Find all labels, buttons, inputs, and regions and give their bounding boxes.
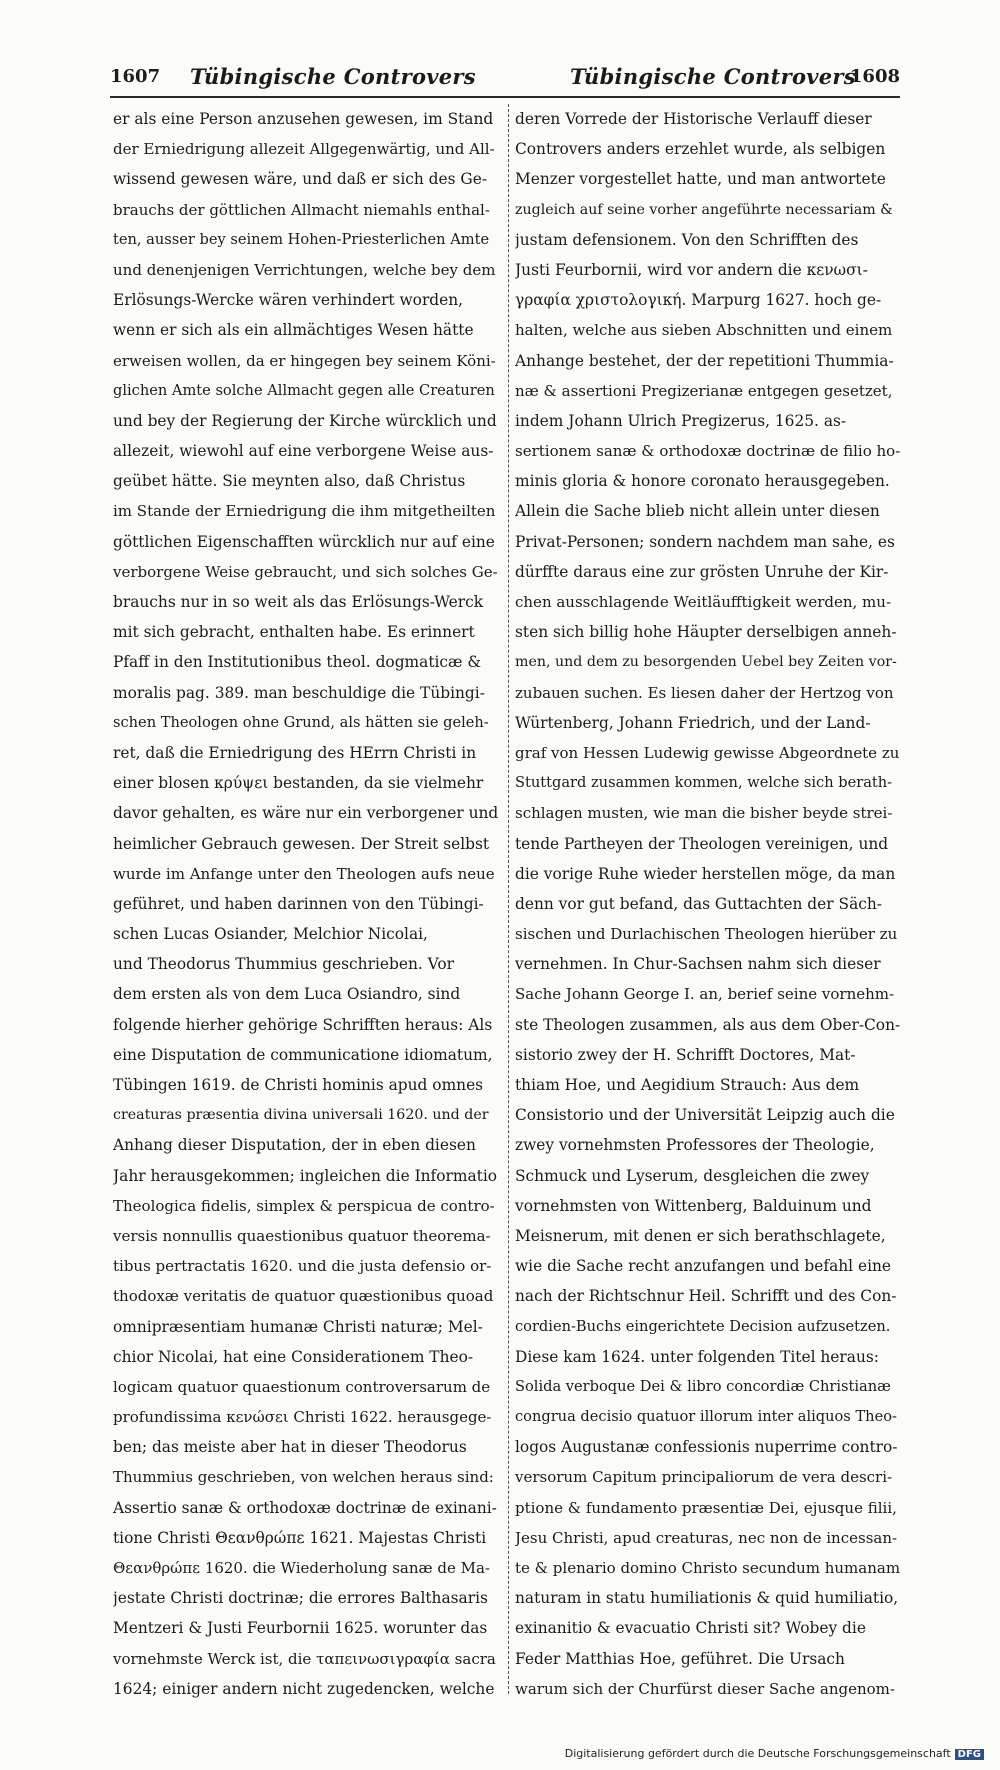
- text-line: einer blosen κρύψει bestanden, da sie vielmehr: [113, 774, 484, 793]
- text-line: der Erniedrigung allezeit Allgegenwärtig, und All-: [113, 140, 495, 159]
- text-line: die vorige Ruhe wieder herstellen möge, da man: [515, 864, 896, 883]
- text-line: profundissima κενώσει Christi 1622. herausgege-: [113, 1408, 492, 1427]
- text-line: 1624; einiger andern nicht zugedencken, welche: [113, 1679, 495, 1698]
- text-line: eine Disputation de communicatione idiomatum,: [113, 1045, 493, 1064]
- text-line: Schmuck und Lyserum, desgleichen die zwey: [515, 1166, 870, 1185]
- page-number-left: 1607: [110, 66, 161, 87]
- text-line: dem ersten als von dem Luca Osiandro, sind: [113, 985, 461, 1004]
- text-line: sistorio zwey der H. Schrifft Doctores, Mat-: [515, 1045, 856, 1064]
- text-line: Theologica fidelis, simplex & perspicua de contro-: [113, 1196, 495, 1215]
- text-line: göttlichen Eigenschafften würcklich nur auf eine: [113, 532, 495, 551]
- text-line: und denenjenigen Verrichtungen, welche bey dem: [113, 260, 496, 279]
- right-column: [515, 104, 900, 1704]
- text-line: te & plenario domino Christo secundum humanam: [515, 1559, 900, 1577]
- text-line: moralis pag. 389. man beschuldige die Tübingi-: [113, 683, 485, 702]
- text-line: næ & assertioni Pregizerianæ entgegen gesetzet,: [515, 381, 893, 400]
- text-line: ben; das meiste aber hat in dieser Theodorus: [113, 1438, 467, 1457]
- text-line: Allein die Sache blieb nicht allein unter diesen: [515, 502, 880, 521]
- text-line: congrua decisio quatuor illorum inter aliquos Theo-: [515, 1408, 897, 1426]
- footer-text: Digitalisierung gefördert durch die Deutsche Forschungsgemeinschaft: [564, 1747, 951, 1760]
- text-line: schlagen musten, wie man die bisher beyde strei-: [515, 804, 893, 823]
- page-header: [110, 60, 900, 94]
- text-line: Anhange bestehet, der der repetitioni Thummia-: [515, 351, 894, 370]
- text-line: nach der Richtschnur Heil. Schrifft und des Con-: [515, 1287, 897, 1306]
- running-title-right: Tübingische Controvers: [570, 64, 856, 89]
- text-line: mit sich gebracht, enthalten habe. Es erinnert: [113, 623, 475, 642]
- text-line: naturam in statu humiliationis & quid humiliatio,: [515, 1589, 899, 1608]
- text-line: omnipræsentiam humanæ Christi naturæ; Mel-: [113, 1317, 483, 1336]
- text-line: justam defensionem. Von den Schrifften des: [515, 230, 859, 249]
- text-line: schen Theologen ohne Grund, als hätten sie geleh-: [113, 713, 489, 731]
- text-line: glichen Amte solche Allmacht gegen alle Creaturen: [113, 381, 495, 399]
- text-line: geübet hätte. Sie meynten also, daß Christus: [113, 472, 466, 491]
- text-line: logos Augustanæ confessionis nuperrime contro-: [515, 1438, 898, 1457]
- text-line: zwey vornehmsten Professores der Theologie,: [515, 1136, 875, 1155]
- text-line: Diese kam 1624. unter folgenden Titel heraus:: [515, 1347, 879, 1366]
- text-line: erweisen wollen, da er hingegen bey seinem Köni-: [113, 351, 496, 370]
- text-line: verborgene Weise gebraucht, und sich solches Ge-: [113, 562, 498, 581]
- text-line: Assertio sanæ & orthodoxæ doctrinæ de exinani-: [113, 1498, 497, 1517]
- text-line: graf von Hessen Ludewig gewisse Abgeordnete zu: [515, 743, 900, 762]
- text-line: und bey der Regierung der Kirche würcklich und: [113, 411, 497, 430]
- text-line: Mentzeri & Justi Feurbornii 1625. worunter das: [113, 1619, 488, 1638]
- text-line: Menzer vorgestellet hatte, und man antwortete: [515, 170, 886, 189]
- text-line: dürffte daraus eine zur grösten Unruhe der Kir-: [515, 562, 889, 581]
- digitization-footer: [565, 1747, 984, 1760]
- text-line: γραφία χριστολογική. Marpurg 1627. hoch ge-: [515, 291, 882, 310]
- text-line: er als eine Person anzusehen gewesen, im Stand: [113, 110, 494, 128]
- text-line: Jahr herausgekommen; ingleichen die Informatio: [113, 1166, 498, 1185]
- text-line: versis nonnullis quaestionibus quatuor theorema-: [113, 1226, 491, 1245]
- text-line: Consistorio und der Universität Leipzig auch die: [515, 1106, 895, 1125]
- text-line: brauchs der göttlichen Allmacht niemahls enthal-: [113, 200, 490, 219]
- left-column: [113, 104, 498, 1704]
- text-line: Stuttgard zusammen kommen, welche sich berath-: [515, 774, 893, 792]
- text-line: Pfaff in den Institutionibus theol. dogmaticæ &: [113, 653, 482, 672]
- text-line: logicam quatuor quaestionum controversarum de: [113, 1377, 491, 1396]
- text-line: ten, ausser bey seinem Hohen-Priesterlichen Amte: [113, 230, 490, 248]
- text-line: sertionem sanæ & orthodoxæ doctrinæ de filio ho-: [515, 442, 900, 461]
- header-rule: [110, 96, 900, 98]
- text-line: tibus pertractatis 1620. und die justa defensio or-: [113, 1257, 492, 1276]
- text-line: Erlösungs-Wercke wären verhindert worden,: [113, 291, 464, 310]
- text-line: Thummius geschrieben, von welchen heraus sind:: [113, 1468, 494, 1487]
- dfg-logo: DFG: [955, 1749, 984, 1760]
- text-line: deren Vorrede der Historische Verlauff dieser: [515, 110, 872, 128]
- text-line: ptione & fundamento præsentiæ Dei, ejusque filii,: [515, 1498, 897, 1517]
- text-line: chior Nicolai, hat eine Considerationem Theo-: [113, 1347, 474, 1366]
- text-line: vornehmste Werck ist, die ταπεινωσιγραφία sacra: [113, 1649, 496, 1668]
- text-line: wurde im Anfange unter den Theologen aufs neue: [113, 864, 495, 883]
- text-line: chen ausschlagende Weitläufftigkeit werden, mu-: [515, 593, 892, 611]
- text-line: Sache Johann George I. an, berief seine vornehm-: [515, 985, 895, 1004]
- running-title-left: Tübingische Controvers: [190, 64, 476, 89]
- text-line: Justi Feurbornii, wird vor andern die κενωσι-: [515, 260, 868, 279]
- page-number-right: 1608: [849, 66, 900, 87]
- text-line: versorum Capitum principaliorum de vera descri-: [515, 1468, 893, 1487]
- text-line: halten, welche aus sieben Abschnitten und einem: [515, 321, 893, 340]
- text-line: allezeit, wiewohl auf eine verborgene Weise aus-: [113, 442, 494, 461]
- text-line: zubauen suchen. Es liesen daher der Hertzog von: [515, 683, 894, 702]
- text-line: geführet, und haben darinnen von den Tübingi-: [113, 894, 484, 913]
- text-line: denn vor gut befand, das Guttachten der Säch-: [515, 894, 882, 913]
- text-line: brauchs nur in so weit als das Erlösungs-Werck: [113, 593, 484, 611]
- text-line: wenn er sich als ein allmächtiges Wesen hätte: [113, 321, 474, 340]
- column-divider: [508, 104, 509, 1694]
- text-line: creaturas præsentia divina universali 1620. und der: [113, 1107, 489, 1124]
- text-line: Controvers anders erzehlet wurde, als selbigen: [515, 140, 886, 159]
- text-line: folgende hierher gehörige Schrifften heraus: Als: [113, 1015, 493, 1034]
- text-line: und Theodorus Thummius geschrieben. Vor: [113, 955, 454, 974]
- text-line: thiam Hoe, und Aegidium Strauch: Aus dem: [515, 1076, 860, 1094]
- text-line: zugleich auf seine vorher angeführte necessariam &: [515, 201, 893, 218]
- text-line: im Stande der Erniedrigung die ihm mitgetheilten: [113, 502, 496, 521]
- text-line: heimlicher Gebrauch gewesen. Der Streit selbst: [113, 834, 490, 853]
- text-line: minis gloria & honore coronato herausgegeben.: [515, 472, 890, 491]
- text-line: Θεανθρώπε 1620. die Wiederholung sanæ de Ma-: [113, 1559, 490, 1577]
- text-line: thodoxæ veritatis de quatuor quæstionibus quoad: [113, 1287, 494, 1306]
- text-line: jestate Christi doctrinæ; die errores Balthasaris: [113, 1589, 488, 1608]
- text-line: Solida verboque Dei & libro concordiæ Christianæ: [515, 1377, 891, 1395]
- text-line: cordien-Buchs eingerichtete Decision aufzusetzen.: [515, 1317, 891, 1335]
- text-line: tione Christi Θεανθρώπε 1621. Majestas Christi: [113, 1528, 487, 1547]
- text-line: vornehmsten von Wittenberg, Balduinum und: [515, 1196, 872, 1215]
- text-line: ret, daß die Erniedrigung des HErrn Christi in: [113, 743, 477, 762]
- text-line: warum sich der Churfürst dieser Sache angenom-: [515, 1679, 895, 1698]
- text-line: vernehmen. In Chur-Sachsen nahm sich dieser: [515, 955, 881, 974]
- text-line: davor gehalten, es wäre nur ein verborgener und: [113, 804, 498, 823]
- text-line: tende Partheyen der Theologen vereinigen, und: [515, 834, 889, 853]
- text-line: Tübingen 1619. de Christi hominis apud omnes: [113, 1076, 484, 1094]
- text-line: sischen und Durlachischen Theologen hierüber zu: [515, 925, 898, 944]
- text-line: men, und dem zu besorgenden Uebel bey Zeiten vor-: [515, 654, 897, 671]
- text-line: Feder Matthias Hoe, geführet. Die Ursach: [515, 1649, 845, 1668]
- text-line: exinanitio & evacuatio Christi sit? Wobey die: [515, 1619, 866, 1638]
- text-line: Jesu Christi, apud creaturas, nec non de incessan-: [515, 1528, 898, 1547]
- text-line: Privat-Personen; sondern nachdem man sahe, es: [515, 532, 895, 551]
- text-line: schen Lucas Osiander, Melchior Nicolai,: [113, 925, 428, 944]
- text-line: sten sich billig hohe Häupter derselbigen anneh-: [515, 623, 897, 642]
- text-line: indem Johann Ulrich Pregizerus, 1625. as-: [515, 411, 847, 430]
- text-line: ste Theologen zusammen, als aus dem Ober-Con-: [515, 1015, 900, 1034]
- text-line: wie die Sache recht anzufangen und befahl eine: [515, 1257, 892, 1276]
- text-line: Anhang dieser Disputation, der in eben diesen: [113, 1136, 476, 1155]
- text-line: Meisnerum, mit denen er sich berathschlagete,: [515, 1226, 886, 1245]
- text-line: wissend gewesen wäre, und daß er sich des Ge-: [113, 170, 488, 189]
- text-line: Würtenberg, Johann Friedrich, und der Land-: [515, 713, 871, 732]
